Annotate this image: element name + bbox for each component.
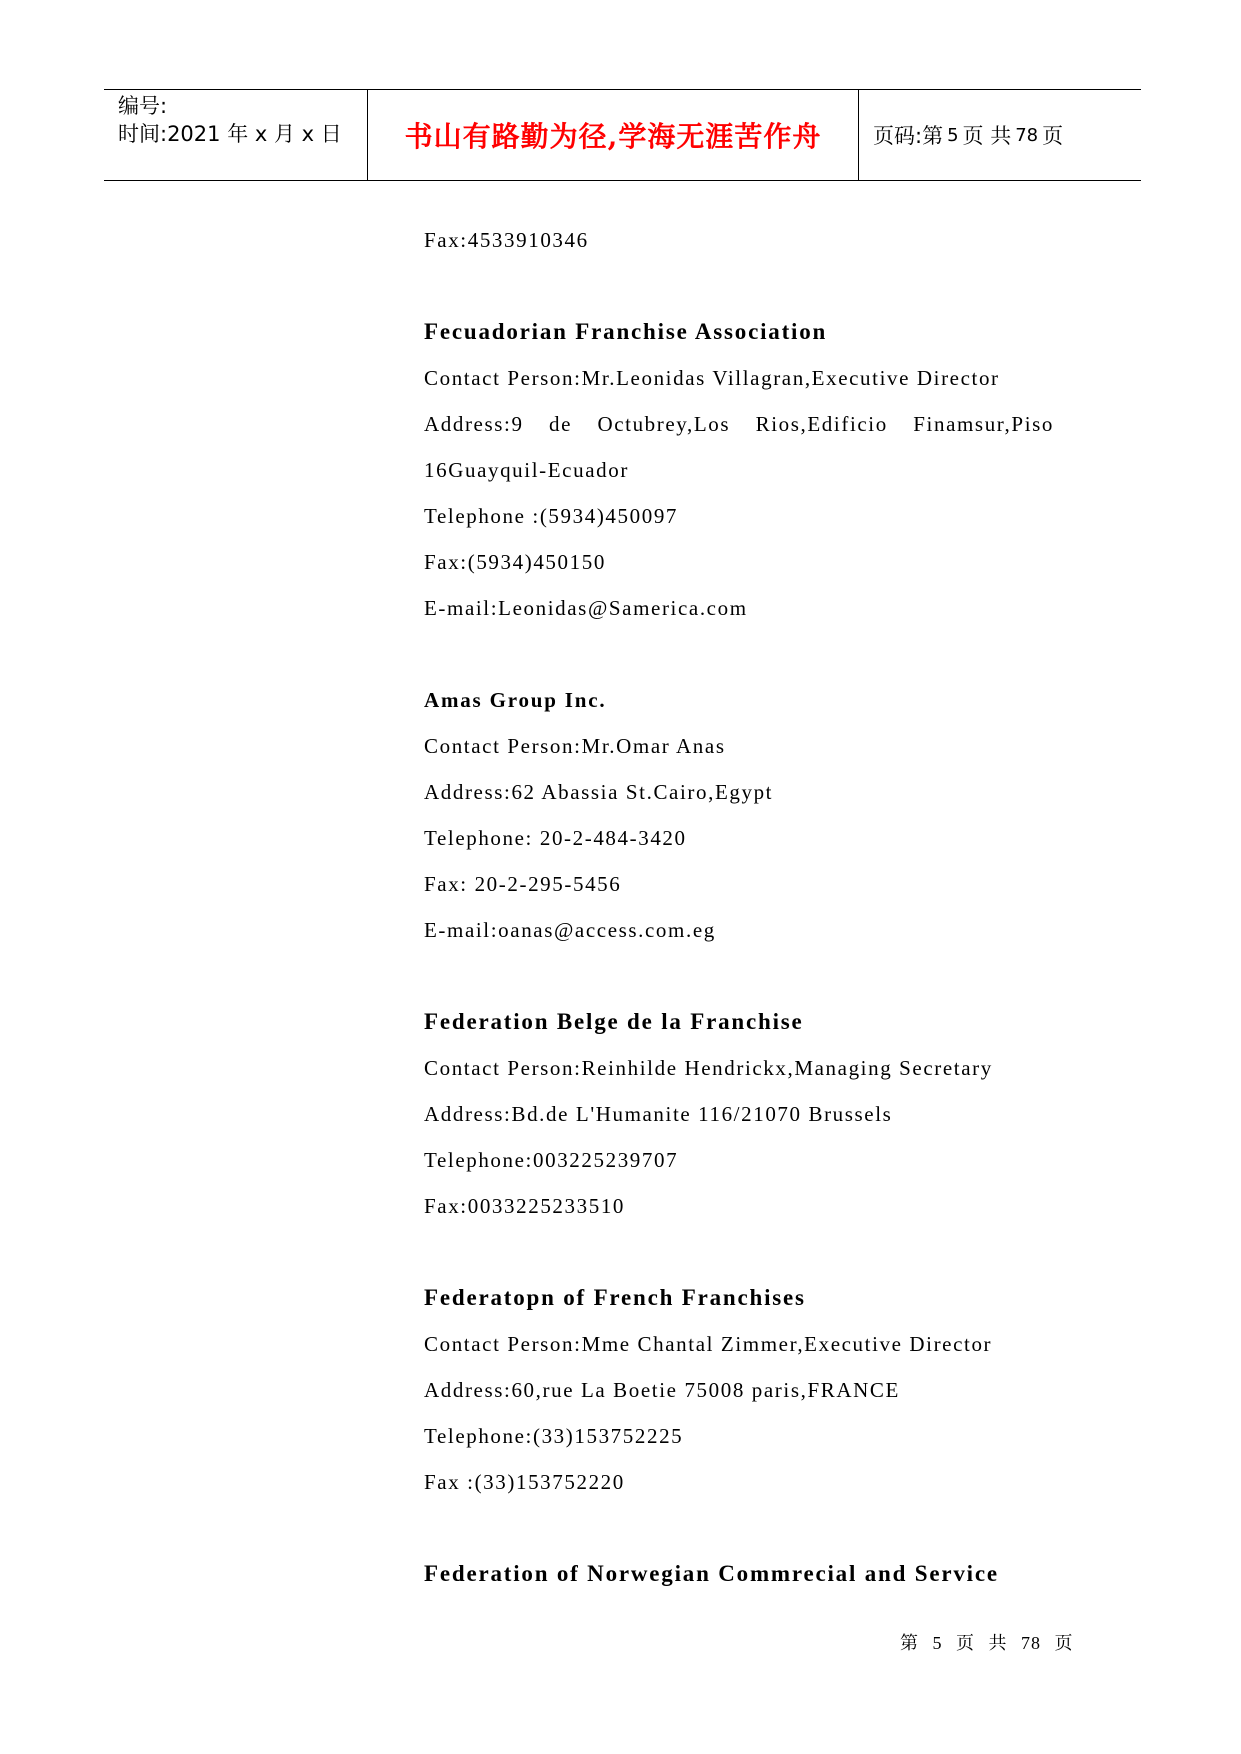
header-info-cell — [104, 90, 368, 180]
spacer — [424, 270, 1054, 316]
org-entry-ecuador — [424, 316, 1054, 638]
intro-fax: Fax:4533910346 — [424, 228, 589, 252]
header-page-cell — [859, 90, 1141, 180]
org-contact: Contact Person:Mme Chantal Zimmer,Executive Director — [424, 1332, 993, 1356]
spacer — [424, 960, 1054, 1006]
org-contact: Contact Person:Mr.Leonidas Villagran,Executive Director — [424, 366, 1000, 390]
org-address: Address:62 Abassia St.Cairo,Egypt — [424, 780, 774, 804]
header-page-total: 78 — [1015, 124, 1039, 146]
org-title: Amas Group Inc. — [424, 688, 607, 712]
header-page-prefix: 页码:第 — [873, 124, 944, 148]
org-title: Fecuadorian Franchise Association — [424, 319, 828, 344]
header-motto-cell — [368, 90, 859, 180]
header-page-current: 5 — [947, 124, 959, 146]
header-page-mid: 页 共 — [962, 124, 1012, 148]
org-entry-norway — [424, 1558, 1054, 1604]
footer-page-current: 5 — [932, 1633, 943, 1653]
org-address: Address:60,rue La Boetie 75008 paris,FRANCE — [424, 1378, 900, 1402]
footer-suffix: 页 — [1054, 1633, 1074, 1653]
org-email: E-mail:Leonidas@Samerica.com — [424, 596, 748, 620]
page-header — [104, 89, 1141, 181]
footer-mid1: 页 — [956, 1633, 975, 1653]
org-contact: Contact Person:Reinhilde Hendrickx,Managing Secretary — [424, 1056, 993, 1080]
org-telephone: Telephone: 20-2-484-3420 — [424, 826, 687, 850]
spacer — [424, 1236, 1054, 1282]
org-entry-france — [424, 1282, 1054, 1512]
spacer — [424, 1512, 1054, 1558]
header-motto: 书山有路勤为径,学海无涯苦作舟 — [404, 120, 822, 153]
spacer — [424, 638, 1054, 684]
org-fax: Fax :(33)153752220 — [424, 1470, 625, 1494]
document-body — [424, 224, 1054, 1604]
org-telephone: Telephone :(5934)450097 — [424, 504, 679, 528]
footer-page-total: 78 — [1021, 1633, 1041, 1653]
org-address-line2: 16Guayquil-Ecuador — [424, 458, 629, 482]
org-address-line1: Address:9 de Octubrey,Los Rios,Edificio Finamsur,Piso — [424, 412, 1054, 436]
org-contact: Contact Person:Mr.Omar Anas — [424, 734, 726, 758]
document-time-label: 时间:2021 年 x 月 x 日 — [118, 122, 342, 146]
org-entry-egypt — [424, 684, 1054, 960]
org-telephone: Telephone:(33)153752225 — [424, 1424, 684, 1448]
footer-mid2: 共 — [988, 1633, 1008, 1653]
org-telephone: Telephone:003225239707 — [424, 1148, 679, 1172]
org-address: Address:Bd.de L'Humanite 116/21070 Brussels — [424, 1102, 893, 1126]
org-fax: Fax:0033225233510 — [424, 1194, 626, 1218]
footer-prefix: 第 — [900, 1633, 919, 1653]
org-fax: Fax: 20-2-295-5456 — [424, 872, 622, 896]
header-page-suffix: 页 — [1042, 124, 1064, 148]
org-email: E-mail:oanas@access.com.eg — [424, 918, 716, 942]
org-title: Federation Belge de la Franchise — [424, 1009, 804, 1034]
document-number-label: 编号: — [118, 94, 168, 118]
page-footer — [900, 1629, 1082, 1655]
org-title: Federation of Norwegian Commrecial and Service — [424, 1561, 999, 1586]
org-entry-belgium — [424, 1006, 1054, 1236]
org-title: Federatopn of French Franchises — [424, 1285, 806, 1310]
org-fax: Fax:(5934)450150 — [424, 550, 606, 574]
